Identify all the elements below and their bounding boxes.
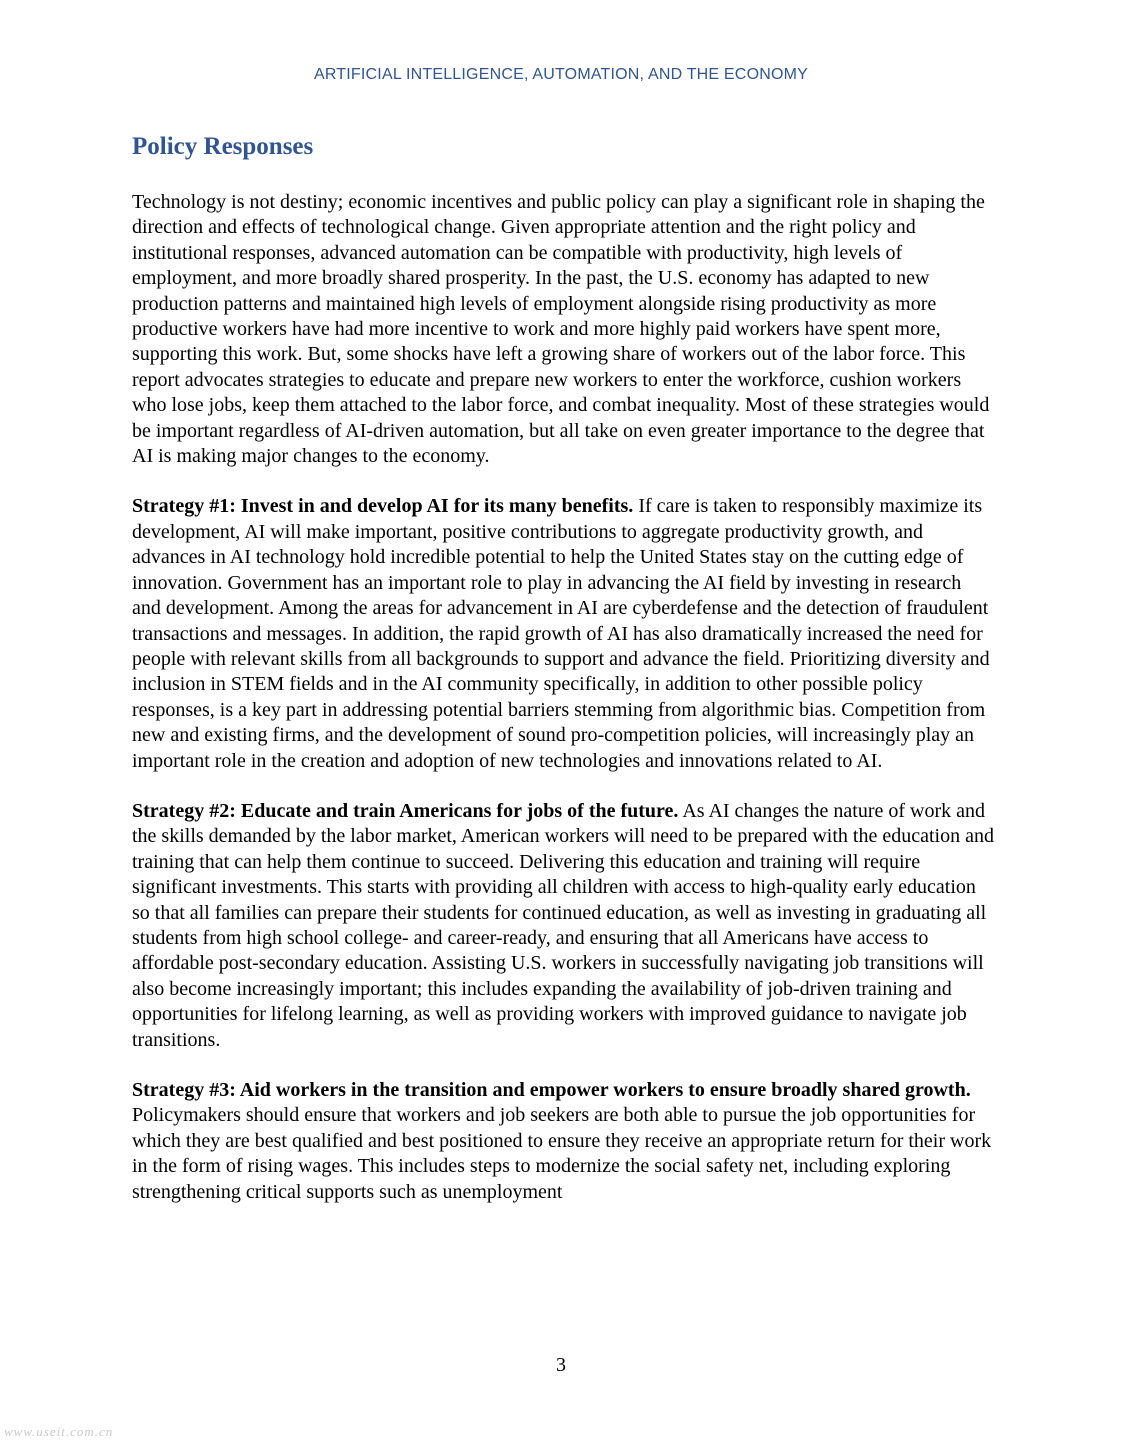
strategy-3-body: Policymakers should ensure that workers and job seekers are both able to pursue the job opportunities for which they are best qualified and best positioned to ensure they receive an appropriate return for their work in the form of rising wages. This includes steps to modernize the social safety net, including exploring strengthening critical supports such as unemployment [132,1104,992,1203]
strategy-2-body: As AI changes the nature of work and the skills demanded by the labor market, American workers will need to be prepared with the education and training that can help them continue to succeed. Delivering this education and training will require significant investments. This starts with providing all children with access to high-quality early education so that all families can prepare their students for continued education, as well as investing in graduating all students from high school college- and career-ready, and ensuring that all Americans have access to affordable post-secondary education. Assisting U.S. workers in successfully navigating job transitions will also become increasingly important; this includes expanding the availability of job-driven training and opportunities for lifelong learning, as well as providing workers with improved guidance to navigate job transitions. [132,799,994,1051]
strategy-2-paragraph [132,799,994,1053]
page-number: 3 [556,1354,566,1376]
strategy-1-body: If care is taken to responsibly maximize its development, AI will make important, positive contributions to aggregate productivity growth, and advances in AI technology hold incredible potential to help the United States stay on the cutting edge of innovation. Government has an important role to play in advancing the AI field by investing in research and development. Among the areas for advancement in AI are cyberdefense and the detection of fraudulent transactions and messages. In addition, the rapid growth of AI has also dramatically increased the need for people with relevant skills from all backgrounds to support and advance the field. Prioritizing diversity and inclusion in STEM fields and in the AI community specifically, in addition to other possible policy responses, is a key part in addressing potential barriers stemming from algorithmic bias. Competition from new and existing firms, and the development of sound pro-competition policies, will increasingly play an important role in the creation and adoption of new technologies and innovations related to AI. [132,495,990,772]
strategy-3-paragraph [132,1078,994,1205]
site-watermark: www.useit.com.cn [4,1424,114,1439]
strategy-1-heading: Strategy #1: Invest in and develop AI for its many benefits. [132,495,634,518]
running-header: ARTIFICIAL INTELLIGENCE, AUTOMATION, AND THE ECONOMY [313,66,809,83]
strategy-1-paragraph [132,494,994,773]
strategy-3-heading: Strategy #3: Aid workers in the transition and empower workers to ensure broadly shared growth. [132,1079,971,1101]
intro-paragraph: Technology is not destiny; economic incentives and public policy can play a significant role in shaping the direction and effects of technological change. Given appropriate attention and the right policy and institutional responses, advanced automation can be compatible with productivity, high levels of employment, and more broadly shared prosperity. In the past, the U.S. economy has adapted to new production patterns and maintained high levels of employment alongside rising productivity as more productive workers have had more incentive to work and more highly paid workers have spent more, supporting this work. But, some shocks have left a growing share of workers out of the labor force. This report advocates strategies to educate and prepare new workers to enter the workforce, cushion workers who lose jobs, keep them attached to the labor force, and combat inequality. Most of these strategies would be important regardless of AI-driven automation, but all take on even greater importance to the degree that AI is making major changes to the economy. [132,191,990,468]
section-title: Policy Responses [132,133,314,160]
page-content [132,130,994,1230]
strategy-2-heading: Strategy #2: Educate and train Americans for jobs of the future. [132,799,679,822]
